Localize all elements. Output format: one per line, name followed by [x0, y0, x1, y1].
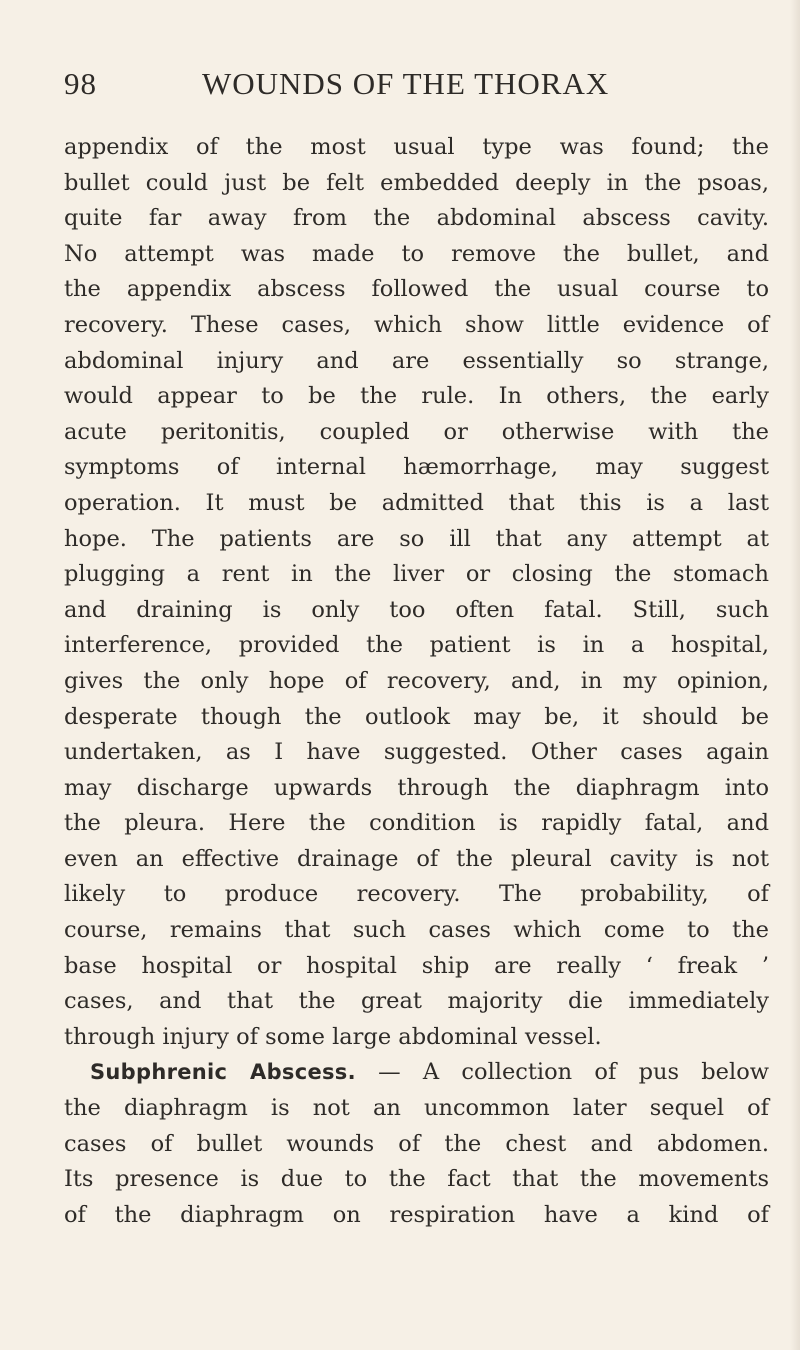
text-line: and draining is only too often fatal. Still, such — [64, 596, 769, 623]
text-line: plugging a rent in the liver or closing the stomach — [64, 561, 769, 588]
text-line: Its presence is due to the fact that the movements — [64, 1166, 769, 1193]
text-line: symptoms of internal hæmorrhage, may suggest — [64, 454, 769, 481]
page-edge-shadow — [790, 0, 800, 1350]
text-line: base hospital or hospital ship are really ‘ freak ’ — [64, 952, 769, 979]
text-line: the diaphragm is not an uncommon later sequel of — [64, 1095, 769, 1122]
text-line: course, remains that such cases which come to the — [64, 917, 769, 944]
text-line: through injury of some large abdominal vessel. — [64, 1023, 602, 1050]
text-line: appendix of the most usual type was found; the — [64, 134, 769, 160]
text-line: even an effective drainage of the pleural cavity is not — [64, 845, 769, 872]
text-line: No attempt was made to remove the bullet, and — [64, 240, 769, 267]
text-line: gives the only hope of recovery, and, in my opinion, — [64, 667, 769, 694]
body-text — [64, 130, 769, 1233]
text-line: recovery. These cases, which show little evidence of — [64, 311, 769, 338]
text-line: likely to produce recovery. The probability, of — [64, 881, 769, 908]
text-line: acute peritonitis, coupled or otherwise with the — [64, 418, 769, 445]
section-first-line-text: — A collection of pus below — [355, 1059, 769, 1086]
text-line: desperate though the outlook may be, it should be — [64, 703, 769, 730]
text-line: hope. The patients are so ill that any attempt at — [64, 525, 769, 552]
section-first-line — [64, 1055, 769, 1091]
text-line: would appear to be the rule. In others, the early — [64, 383, 769, 410]
text-line: bullet could just be felt embedded deeply in the psoas, — [64, 169, 769, 196]
text-line: interference, provided the patient is in a hospital, — [64, 632, 769, 659]
text-line: of the diaphragm on respiration have a kind of — [64, 1201, 769, 1228]
text-line: cases of bullet wounds of the chest and abdomen. — [64, 1130, 769, 1157]
text-line: abdominal injury and are essentially so strange, — [64, 347, 769, 374]
text-line: the appendix abscess followed the usual course to — [64, 276, 769, 303]
text-line: cases, and that the great majority die immediately — [64, 988, 769, 1015]
running-head: WOUNDS OF THE THORAX — [202, 66, 610, 101]
text-line: undertaken, as I have suggested. Other cases again — [64, 739, 769, 766]
text-line: may discharge upwards through the diaphragm into — [64, 774, 769, 801]
text-line: quite far away from the abdominal abscess cavity. — [64, 205, 769, 232]
text-line: operation. It must be admitted that this is a last — [64, 489, 769, 516]
text-line: the pleura. Here the condition is rapidly fatal, and — [64, 810, 769, 837]
section-heading: Subphrenic Abscess. — [90, 1060, 356, 1085]
page-number: 98 — [64, 66, 97, 101]
page-header — [64, 66, 744, 108]
